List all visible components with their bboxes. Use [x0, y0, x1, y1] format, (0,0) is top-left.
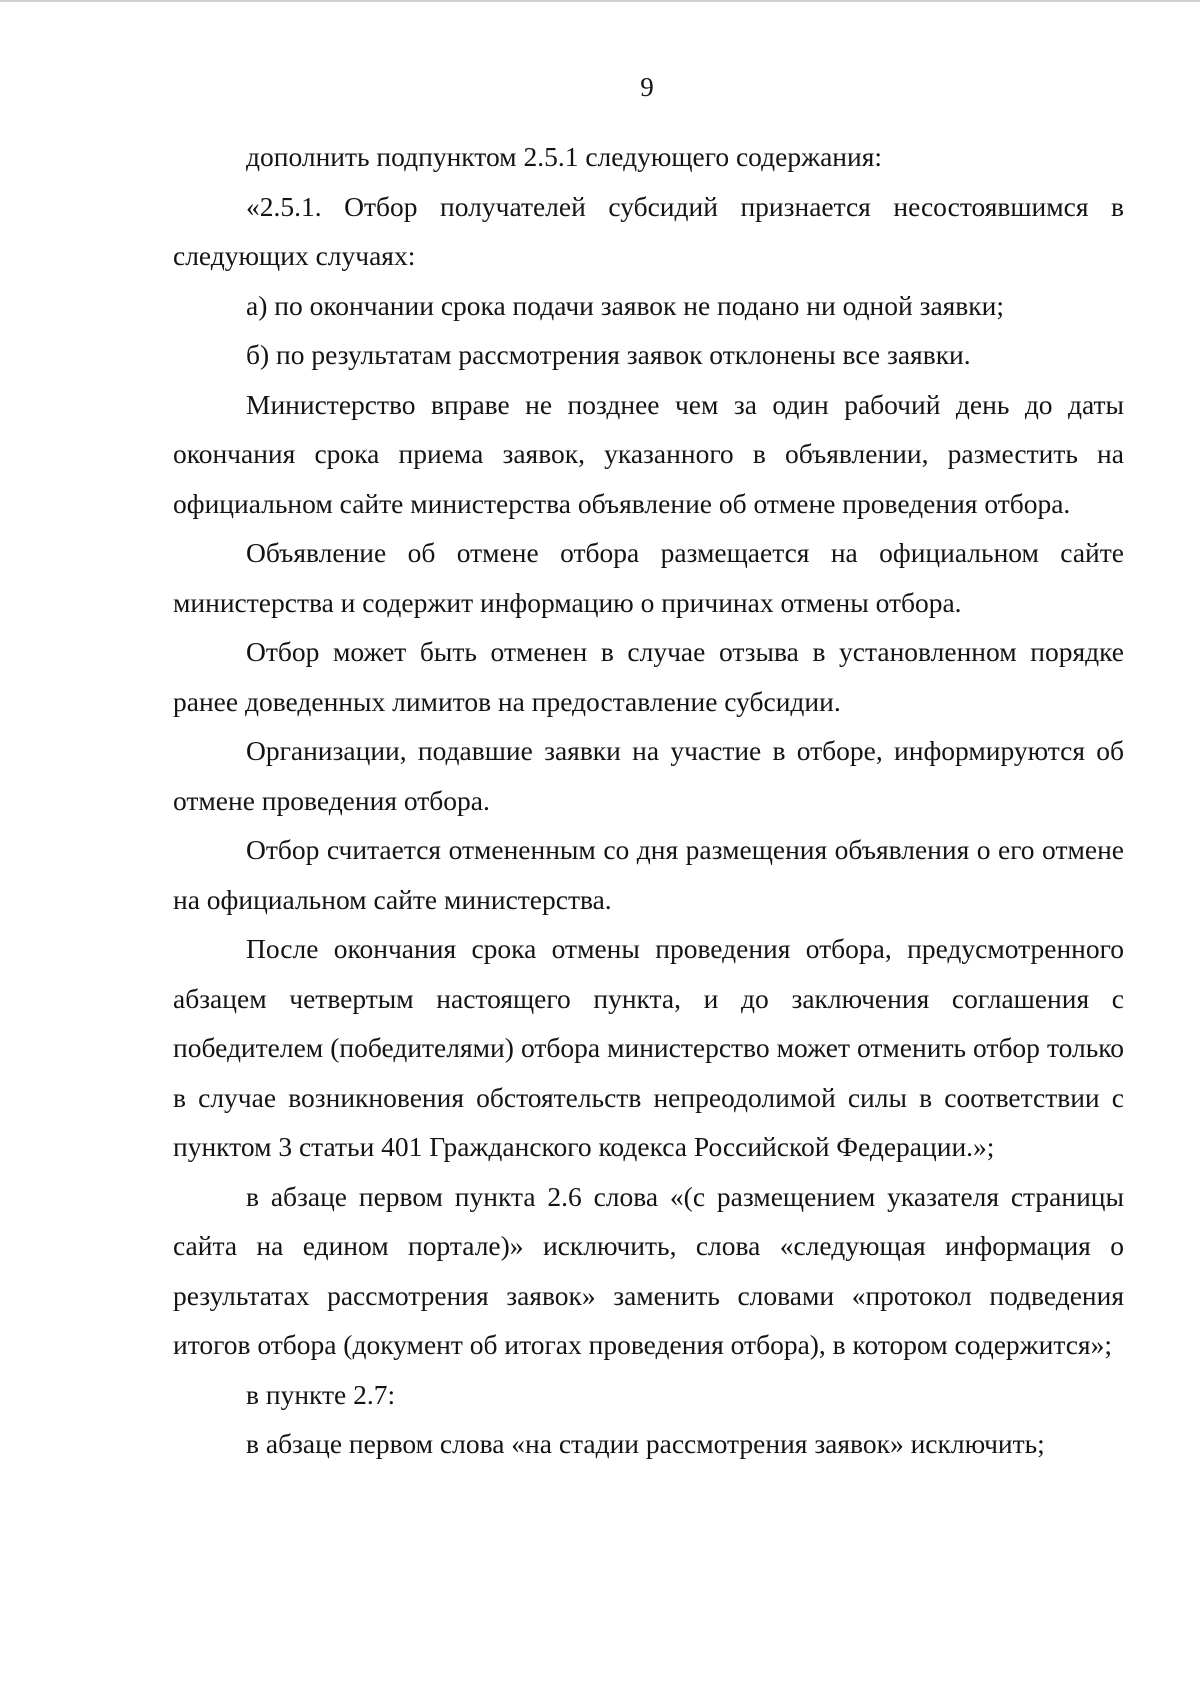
paragraph: б) по результатам рассмотрения заявок отклонены все заявки.	[246, 339, 971, 370]
page-number: 9	[640, 72, 654, 102]
paragraph: в пункте 2.7:	[246, 1378, 396, 1410]
paragraph: дополнить подпунктом 2.5.1 следующего содержания:	[246, 141, 883, 172]
paragraph: Объявление об отмене отбора размещается на официальном сайте министерства и содержит информацию о причинах отмены отбора.	[173, 537, 1124, 618]
paragraph: Отбор считается отмененным со дня размещения объявления о его отмене на официальном сайте министерства.	[173, 834, 1124, 915]
paragraph: «2.5.1. Отбор получателей субсидий признается несостоявшимся в следующих случаях:	[173, 190, 1124, 271]
paragraph: Отбор может быть отменен в случае отзыва в установленном порядке ранее доведенных лимитов на предоставление субсидии.	[173, 636, 1124, 717]
paragraph: в абзаце первом пункта 2.6 слова «(с размещением указателя страницы сайта на едином портале)» исключить, слова «следующая информация о результатах рассмотрения заявок» заменить словами «протокол подведения итогов отбора (документ об итогах проведения отбора), в котором содержится»;	[173, 1180, 1124, 1360]
paragraph: Организации, подавшие заявки на участие в отборе, информируются об отмене проведения отбора.	[173, 735, 1124, 816]
scan-edge-line	[0, 0, 1200, 2]
paragraph: Министерство вправе не позднее чем за один рабочий день до даты окончания срока приема заявок, указанного в объявлении, разместить на официальном сайте министерства объявление об отмене проведения отбора.	[173, 388, 1124, 519]
paragraph: После окончания срока отмены проведения отбора, предусмотренного абзацем четвертым настоящего пункта, и до заключения соглашения с победителем (победителями) отбора министерство может отменить отбор только в случае возникновения обстоятельств непреодолимой силы в соответствии с пунктом 3 статьи 401 Гражданского кодекса Российской Федерации.»;	[173, 933, 1124, 1162]
paragraph: в абзаце первом слова «на стадии рассмотрения заявок» исключить;	[246, 1428, 1045, 1459]
document-body	[173, 132, 1124, 1469]
paragraph: а) по окончании срока подачи заявок не подано ни одной заявки;	[246, 289, 1004, 321]
